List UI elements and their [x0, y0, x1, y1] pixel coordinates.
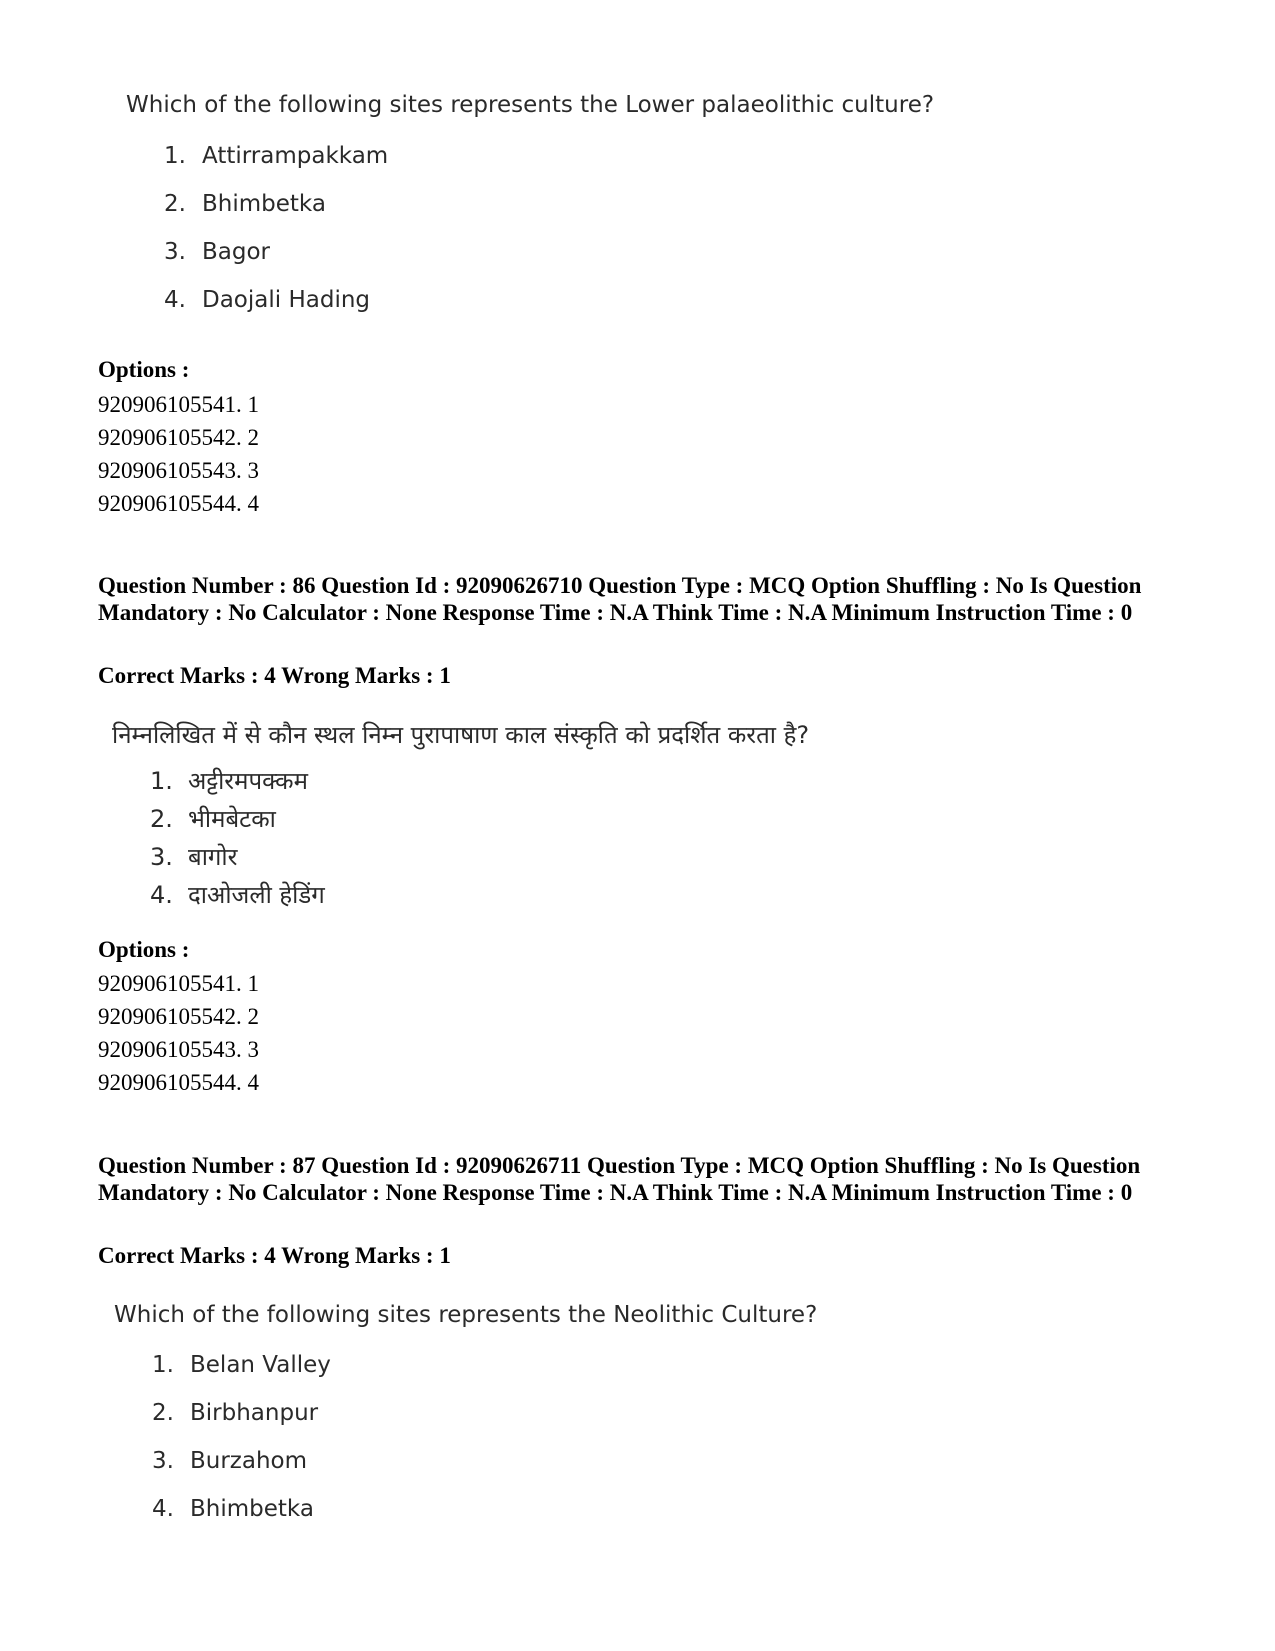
option-code: 920906105543. 3 — [98, 458, 259, 483]
choice-list — [150, 762, 325, 914]
choice-item: 4. दाओजली हेडिंग — [150, 881, 325, 909]
question-meta: Question Number : 86 Question Id : 92090626710 Question Type : MCQ Option Shuffling : No Is Question Mandatory : No Calculator : None Response Time : N.A Think Time : N.A Minimum Instruction Time : 0 — [98, 573, 1142, 625]
option-code: 920906105541. 1 — [98, 971, 259, 996]
choice-item: 3. बागोर — [150, 843, 238, 871]
choice-item: 1. अट्टीरमपक्कम — [150, 767, 308, 795]
option-codes — [98, 967, 259, 1099]
choice-item: 4. Bhimbetka — [152, 1496, 314, 1522]
option-code: 920906105542. 2 — [98, 425, 259, 450]
question-text: Which of the following sites represents the Lower palaeolithic culture? — [126, 92, 935, 118]
option-code: 920906105542. 2 — [98, 1004, 259, 1029]
choice-item: 3. Bagor — [164, 239, 271, 265]
option-code: 920906105544. 4 — [98, 491, 259, 516]
options-label: Options : — [98, 937, 190, 962]
choice-item: 1. Belan Valley — [152, 1352, 331, 1378]
question-text: निम्नलिखित में से कौन स्थल निम्न पुरापाषाण काल संस्कृति को प्रदर्शित करता है? — [112, 721, 810, 749]
choice-item: 4. Daojali Hading — [164, 287, 371, 313]
choice-item: 2. Birbhanpur — [152, 1400, 319, 1426]
choice-item: 3. Burzahom — [152, 1448, 308, 1474]
option-code: 920906105541. 1 — [98, 392, 259, 417]
marks-line: Correct Marks : 4 Wrong Marks : 1 — [98, 663, 451, 688]
options-label: Options : — [98, 357, 190, 382]
question-text: Which of the following sites represents the Neolithic Culture? — [114, 1302, 818, 1328]
option-code: 920906105544. 4 — [98, 1070, 259, 1095]
marks-line: Correct Marks : 4 Wrong Marks : 1 — [98, 1243, 451, 1268]
choice-item: 2. भीमबेटका — [150, 805, 276, 833]
choice-item: 1. Attirrampakkam — [164, 143, 389, 169]
option-code: 920906105543. 3 — [98, 1037, 259, 1062]
choice-list — [152, 1341, 331, 1533]
choice-list — [164, 132, 388, 324]
question-meta: Question Number : 87 Question Id : 92090626711 Question Type : MCQ Option Shuffling : No Is Question Mandatory : No Calculator : None Response Time : N.A Think Time : N.A Minimum Instruction Time : 0 — [98, 1153, 1141, 1205]
option-codes — [98, 388, 259, 520]
choice-item: 2. Bhimbetka — [164, 191, 326, 217]
